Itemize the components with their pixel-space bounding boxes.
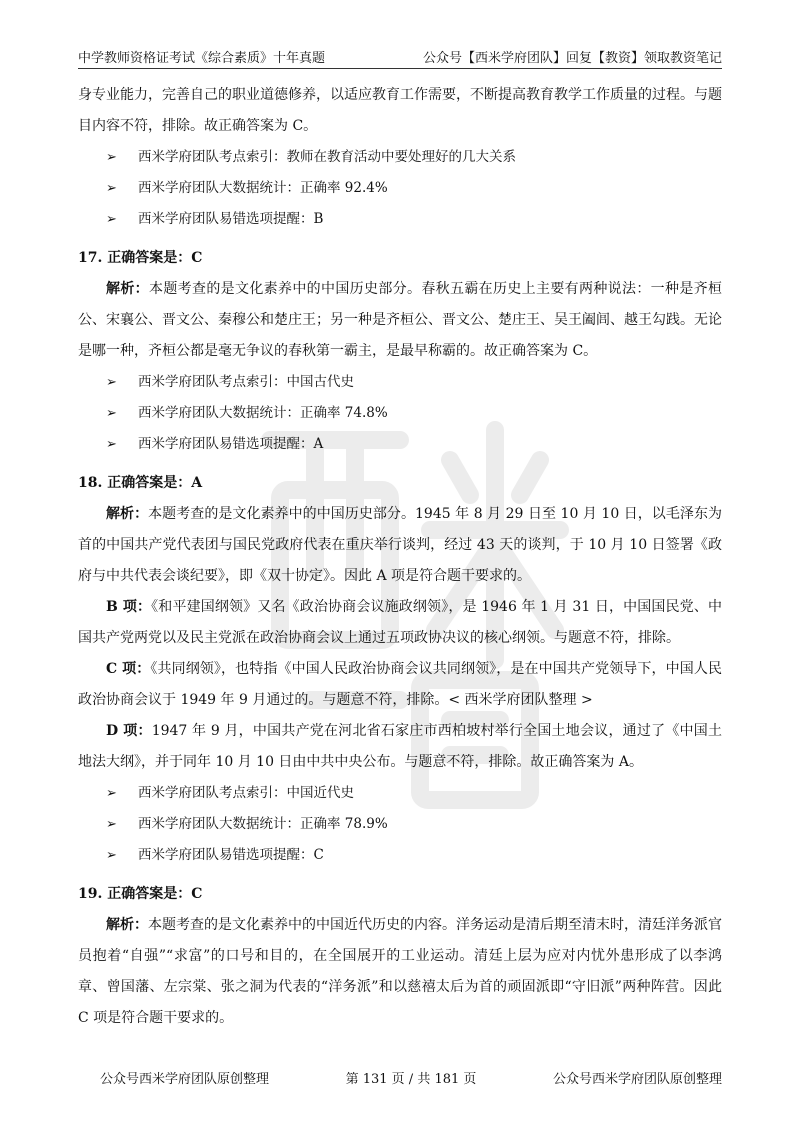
arrow-bullet-icon: ➢ xyxy=(106,150,117,165)
list-item: ➢ 西米学府团队考点索引：中国近代史 xyxy=(78,778,722,809)
list-item: ➢ 西米学府团队大数据统计：正确率 78.9% xyxy=(78,809,722,840)
intro-paragraph: 身专业能力，完善自己的职业道德修养，以适应教育工作需要，不断提高教育教学工作质量的过程。与题目内容不符，排除。故正确答案为 C。 xyxy=(78,87,722,134)
list-item: ➢ 西米学府团队大数据统计：正确率 92.4% xyxy=(78,173,722,204)
arrow-bullet-icon: ➢ xyxy=(106,181,117,196)
list-item: ➢ 西米学府团队大数据统计：正确率 74.8% xyxy=(78,398,722,429)
question-17-heading: 17. 正确答案是：C xyxy=(78,250,203,266)
arrow-bullet-icon: ➢ xyxy=(106,817,117,832)
page-number: 第 131 页 / 共 181 页 xyxy=(345,1072,477,1087)
page-content xyxy=(78,80,722,1034)
page-header xyxy=(78,40,722,69)
list-item: ➢ 西米学府团队易错选项提醒：A xyxy=(78,429,722,460)
arrow-bullet-icon: ➢ xyxy=(106,375,117,390)
arrow-bullet-icon: ➢ xyxy=(106,437,117,452)
question-18-option-c: C 项：《共同纲领》，也特指《中国人民政治协商会议共同纲领》，是在中国共产党领导下，中国人民政治协商会议于 1949 年 9 月通过的。与题意不符，排除。< 西米学府团队整理 > xyxy=(78,661,722,708)
question-17-analysis: 解析：本题考查的是文化素养中的中国历史部分。春秋五霸在历史上主要有两种说法：一种是齐桓公、宋襄公、晋文公、秦穆公和楚庄王；另一种是齐桓公、晋文公、楚庄王、吴王阖闾、越王勾践。无论是哪一种，齐桓公都是毫无争议的春秋第一霸主，是最早称霸的。故正确答案为 C。 xyxy=(78,281,722,359)
arrow-bullet-icon: ➢ xyxy=(106,786,117,801)
footer-left: 公众号西米学府团队原创整理 xyxy=(100,1072,270,1087)
question-18-analysis: 解析：本题考查的是文化素养中的中国历史部分。1945 年 8 月 29 日至 10 月 10 日，以毛泽东为首的中国共产党代表团与国民党政府代表在重庆举行谈判，经过 43 天的谈判，于 10 月 10 日签署《政府与中共代表会谈纪要》，即《双十协定》。因此 A 项是符合题干要求的。 xyxy=(78,506,722,584)
question-18-option-d: D 项：1947 年 9 月，中国共产党在河北省石家庄市西柏坡村举行全国土地会议，通过了《中国土地法大纲》，并于同年 10 月 10 日由中共中央公布。与题意不符，排除。故正确答案为 A。 xyxy=(78,723,723,770)
list-item: ➢ 西米学府团队考点索引：中国古代史 xyxy=(78,367,722,398)
footer-right: 公众号西米学府团队原创整理 xyxy=(552,1072,722,1087)
question-19-heading: 19. 正确答案是：C xyxy=(78,886,203,902)
header-right: 公众号【西米学府团队】回复【教资】领取教资笔记 xyxy=(422,51,722,66)
page-footer xyxy=(100,1068,722,1087)
question-19-analysis: 解析：本题考查的是文化素养中的中国近代历史的内容。洋务运动是清后期至清末时，清廷洋务派官员抱着“自强”“求富”的口号和目的，在全国展开的工业运动。清廷上层为应对内忧外患形成了以李鸿章、曾国藩、左宗棠、张之洞为代表的“洋务派”和以慈禧太后为首的顽固派即“守旧派”两种阵营。因此 C 项是符合题干要求的。 xyxy=(78,917,722,1026)
list-item: ➢ 西米学府团队考点索引：教师在教育活动中要处理好的几大关系 xyxy=(78,142,722,173)
arrow-bullet-icon: ➢ xyxy=(106,406,117,421)
header-left: 中学教师资格证考试《综合素质》十年真题 xyxy=(78,51,326,66)
arrow-bullet-icon: ➢ xyxy=(106,212,117,227)
list-item: ➢ 西米学府团队易错选项提醒：C xyxy=(78,840,722,871)
list-item: ➢ 西米学府团队易错选项提醒：B xyxy=(78,204,722,235)
arrow-bullet-icon: ➢ xyxy=(106,848,117,863)
question-18-option-b: B 项：《和平建国纲领》又名《政治协商会议施政纲领》，是 1946 年 1 月 31 日，中国国民党、中国共产党两党以及民主党派在政治协商会议上通过五项政协决议的核心纲领。与题意不符，排除。 xyxy=(78,599,722,646)
question-18-heading: 18. 正确答案是：A xyxy=(78,475,203,491)
